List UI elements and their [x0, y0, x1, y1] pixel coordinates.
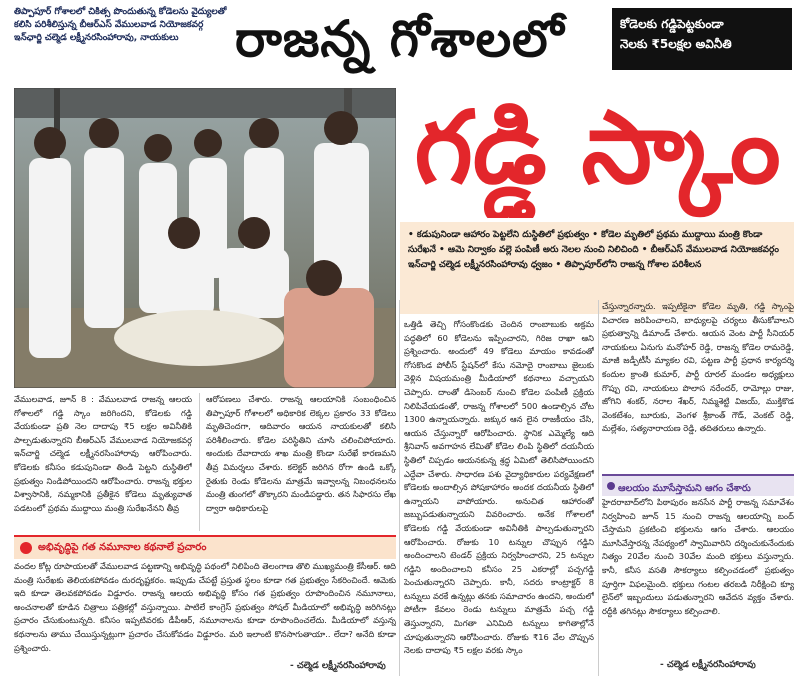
column-divider	[598, 300, 599, 676]
byline-right: - చల్మెడ లక్ష్మీనరసింహారావు	[660, 660, 756, 670]
highlight-line-1: కోడెలకు గడ్డిపెట్టకుండా	[620, 17, 724, 31]
lower-subheading	[14, 535, 396, 559]
news-photo	[14, 88, 396, 388]
highlight-line-2: నెలకు ₹5లక్షల అవినీతి	[620, 37, 732, 51]
article-column-4: చేస్తున్నారన్నారు. ఇప్పటికైనా కోడెల మృతి, గడ్డి స్కాంపై విచారణ జరిపించాలని, బాధ్యులపై చర్యలు తీసుకోవాలని ప్రభుత్వాన్ని డిమాండ్ చేశారు. ఆయన వెంట పార్టీ సీనియర్ నాయకులు ఏనుగు మనోహర్ రెడ్డి, రాజన్న కోడెల రామరెడ్డి, మాజీ జడ్పీటీసీ మ్యాకల రవి, పట్టణ పార్టీ ప్రధాన కార్యదర్శి కందుల క్రాంతి కుమార్, పార్టీ రూరల్ మండల అధ్యక్షులు గొప్పు రవి, నాయకులు పొలాస నరేందర్, రామోల్లు రాజు, జోగిని శంకర్, నరాల శేఖర్, నిమ్మశెట్టి విజయ్, ముక్తికొడ వెంకటేశం, బూరుకు, వెంగళ శ్రీకాంత్ గౌడ్, వెంకట్ రెడ్డి, మల్లేశం, సత్యనారాయణ రెడ్డి, తదితరులు ఉన్నారు.	[602, 301, 794, 434]
main-headline: రాజన్న గోశాలలో	[235, 10, 565, 68]
column-divider	[399, 300, 400, 676]
article-column-2: ఆరోపణలు చేశారు. రాజన్న ఆలయానికి సంబంధించిన తిప్పాపూర్ గోశాలలో అధికారిక లెక్కల ప్రకారం 33 కోడెలు మృతిచెందగా, ఆదివారం ఆయన నాయకులతో కలిసి పరిశీలించారు. కోడెల పరిస్థితిని చూసి చలించిపోయారు. అందుకు దేవాదాయ శాఖ మంత్రి కొండా సురేఖే కారణమని తీవ్ర విమర్శలు చేశారు. కలెక్టర్ జరిగిన రోగా ఉండి ఒక్కో రైతుకు రెండు కోడెలను మాత్రమే ఇవ్వాలన్న నిబంధనలను మంత్రి తుంగలో తొక్కారని మండిపడ్డారు. తన సిఫారసు లేఖ ద్వారా అధికారులపై	[206, 394, 396, 513]
highlight-box	[612, 8, 792, 70]
side-subheading-text: ఆలయం మూసేస్తామని ఆగం చేశారు	[618, 483, 751, 494]
summary-bullets: • కడుపునిండా ఆహారం పెట్టలేని దుస్థితిలో ప్రభుత్వం • కోడెల మృతిలో ప్రథమ ముద్దాయి మంత్రి కొండా సురేఖనే • ఆమె నిర్వాకం వల్లె పంపిణీ అరు నెలల నుంచి నిలిచింది • బీఆర్ఎస్ వేములవాడ నియోజకవర్గం ఇన్‌చార్జి చల్మెడ లక్ష్మీనరసింహారావు ధ్వజం • తిప్పాపూర్‌లోని రాజన్న గోశాల పరిశీలన	[400, 222, 794, 314]
article-column-6: వందల కోట్ల రూపాయలతో వేములవాడ పట్టణాన్ని అభివృద్ధి పథంలో నిలిపింది తెలంగాణ తొలి ముఖ్యమంత్రి కేసీఆర్. ఆది మంత్రి సురేఖకు తెలియకపోవడం దురదృష్టకరం. ఇప్పుడు చేపట్టే ప్రస్తుత స్థలం కూడా గత ప్రభుత్వం సేకరించిందే. ఆమెకు ఇది కూడా తెలవకపోవడం విడ్డూరం. రాజన్న ఆలయ అభివృద్ధి కోసం గత ప్రభుత్వం రూపొందించిన నమూనాలు, అంచనాలతో కూడిన చిత్రాలు పత్రికల్లో వస్తున్నాయి. పాటిలే కాంగ్రెస్ ప్రభుత్వం సోషల్ మీడియాలో అభివృద్ధి జరిగినట్లు ప్రచారం చేసుకుంటున్నది. కనీసం ఇప్పటివరకు డీపీఆర్, నమూనాలను కూడా రూపొందించలేదు. మీడియాలో వస్తున్న కథనాలను తాము చేయిస్తున్నట్లుగా ప్రచారం చేసుకోవడం విడ్డూరం. మరి ఇలాంటి కొనసాగుతాయా.. లేదా? అనేది కూడా ప్రశ్నించారు.	[14, 561, 396, 653]
side-subheading	[602, 474, 794, 496]
lower-subheading-text: అభివృద్ధిపై గత నమూనాల కథనాలే ప్రచారం	[38, 542, 207, 553]
byline-left: - చల్మెడ లక్ష్మీనరసింహారావు	[290, 661, 386, 671]
article-column-5: హైదరాబాద్‌లోని పిఠాపురం జనసేన పార్టీ రాజన్న సమావేశం నిర్వహించి జూన్ 15 నుంచి రాజన్న ఆలయాన్ని బంద్ చేస్తామని ప్రకటించి భక్తులను ఆగం చేశారు. ఆలయం మూసివేస్తారన్న నేపథ్యంలో స్వామివారిని దర్శించుకునేందుకు నిత్యం 20వేల నుంచి 30వేల మంది భక్తులు వస్తున్నారు. కానీ, కనీస వసతి సౌకర్యాలు కల్పించడంలో ప్రభుత్వం పూర్తిగా విఫలమైంది. భక్తులు గంటల తరబడి నిరీక్షించి క్యూ లైన్‌లో ఇబ్బందులు పడుతున్నారని ఆవేదన వ్యక్తం చేశారు. రద్దీకి తగినట్లు సౌకర్యాలు కల్పించాలి.	[602, 497, 794, 616]
article-column-3: ఒత్తిడి తెచ్చి గోసంకొండకు చెందిన రాంబాబుకు అక్రమ పద్ధతిలో 60 కోడెలను ఇప్పించారని, గిరిజ రాఖా ఆని ప్రశ్నించారు. అందులో 49 కోడెలు మాయం కావడంతో గోసకొండ పోలీస్ స్టేషన్‌లో కేసు నమోదై రాంబాబు జైలుకు వెళ్లిన విషయమంత్రి మీడియాలో కథనాలు వచ్చాయని చెప్పారు. దాంతో డిసెంబర్ నుంచి కోడెల పంపిణీ ప్రక్రియ నిలిపివేయడంతో, రాజన్న గోశాలలో 500 ఉండాల్సిన చోట 1300 ఉన్నాయన్నారు. జక్కుర ఆన లైన రాజకీయం చేసి, ఆయన చేస్తున్నారో ఆరోపించారు. స్థానిక ఎమ్మెల్యే ఆది శ్రీనివాస్ అవగాహన లేమితో కోడెల లింపి స్థితిలో దయనీయ స్థితిలో చిప్పడం ఆయనకున్న శ్రద్ధ ఏమిటో తెలిసిపోయిందని ఎద్దేవా చేశారు. సాధారణ పశు వైద్యాధికారుల పర్యవేక్షణలో కోడెలకు అందాల్సిన పోషకాహారం అందక దయనీయ స్థితిలో ఉన్నాయని వాపోయారు. అనుచిత ఆహారంతో జబ్బుపడుతున్నాయని వివరించారు. అనేక గోశాలలో కోడెలకు గడ్డి వేయకుండా అవినీతికి పాల్పడుతున్నారని ఆరోపించారు. రోజుకు 10 టన్నుల చొప్పున గడ్డిని అందించాలని టెండర్ ప్రక్రియ నిర్వహించారని, 25 టన్నుల గడ్డిని అందించాలని కనీసం 25 ఎకరాల్లో పచ్చగడ్డి పెంచుతున్నారని చెప్పారు. కానీ, సదరు కాంట్రాక్టర్ 8 టన్నులు వరకే ఉన్నట్లు తనకు సమాచారం ఉందని, అందులో పోటీగా కేవలం రెండు టన్నులు మాత్రమే పచ్చ గడ్డి తెస్తున్నారని, మిగతా ఎనిమిది టన్నులు కాగితాల్లోనే చూపుతున్నారని ఆరోపించారు. రోజుకు ₹16 వేల చొప్పున నెలకు దాదాపు ₹5 లక్షల వరకు స్కాం	[404, 319, 594, 656]
scam-headline: గడ్డి స్కాం	[414, 89, 781, 206]
photo-caption: తిప్పాపూర్ గోశాలలో చికిత్స పొందుతున్న కోడెలను వైద్యులతో కలిసి పరిశీలిస్తున్న బీఆర్ఎస్ వేములవాడ నియోజకవర్గ ఇన్‌ఛార్జి చల్మెడ లక్ష్మీనరసింహారావు, నాయకులు	[14, 7, 227, 43]
photo-illustration	[14, 88, 396, 388]
column-divider	[199, 393, 200, 531]
flower-icon	[20, 542, 32, 554]
bullet-dot-icon	[607, 482, 615, 490]
article-column-1: వేములవాడ, జూన్ 8 : వేములవాడ రాజన్న ఆలయ గోశాలలో గడ్డి స్కాం జరిగిందని, కోడెలకు గడ్డి వేయకుండా ప్రతి నెల దాదాపు ₹5 లక్షల అవినీతికి పాల్పడుతున్నారని బీఆర్ఎస్ వేములవాడ నియోజకవర్గ ఇన్‌చార్జి చల్మెడ లక్ష్మీనరసింహారావు ఆరోపించారు. కోడెలకు కనీసం కడుపునిండా తిండి పెట్టని దుస్థితిలో ప్రభుత్వం నిండిపోయిందని ఆరోపించారు. రాజన్న భక్తుల విశ్వాసానికి, నమ్మకానికి ప్రతీకైన కోడెలు మృత్యువాత పడటంలో ప్రథమ ముద్దాయి మంత్రి సురేఖనేనని తీవ్ర	[14, 394, 192, 513]
